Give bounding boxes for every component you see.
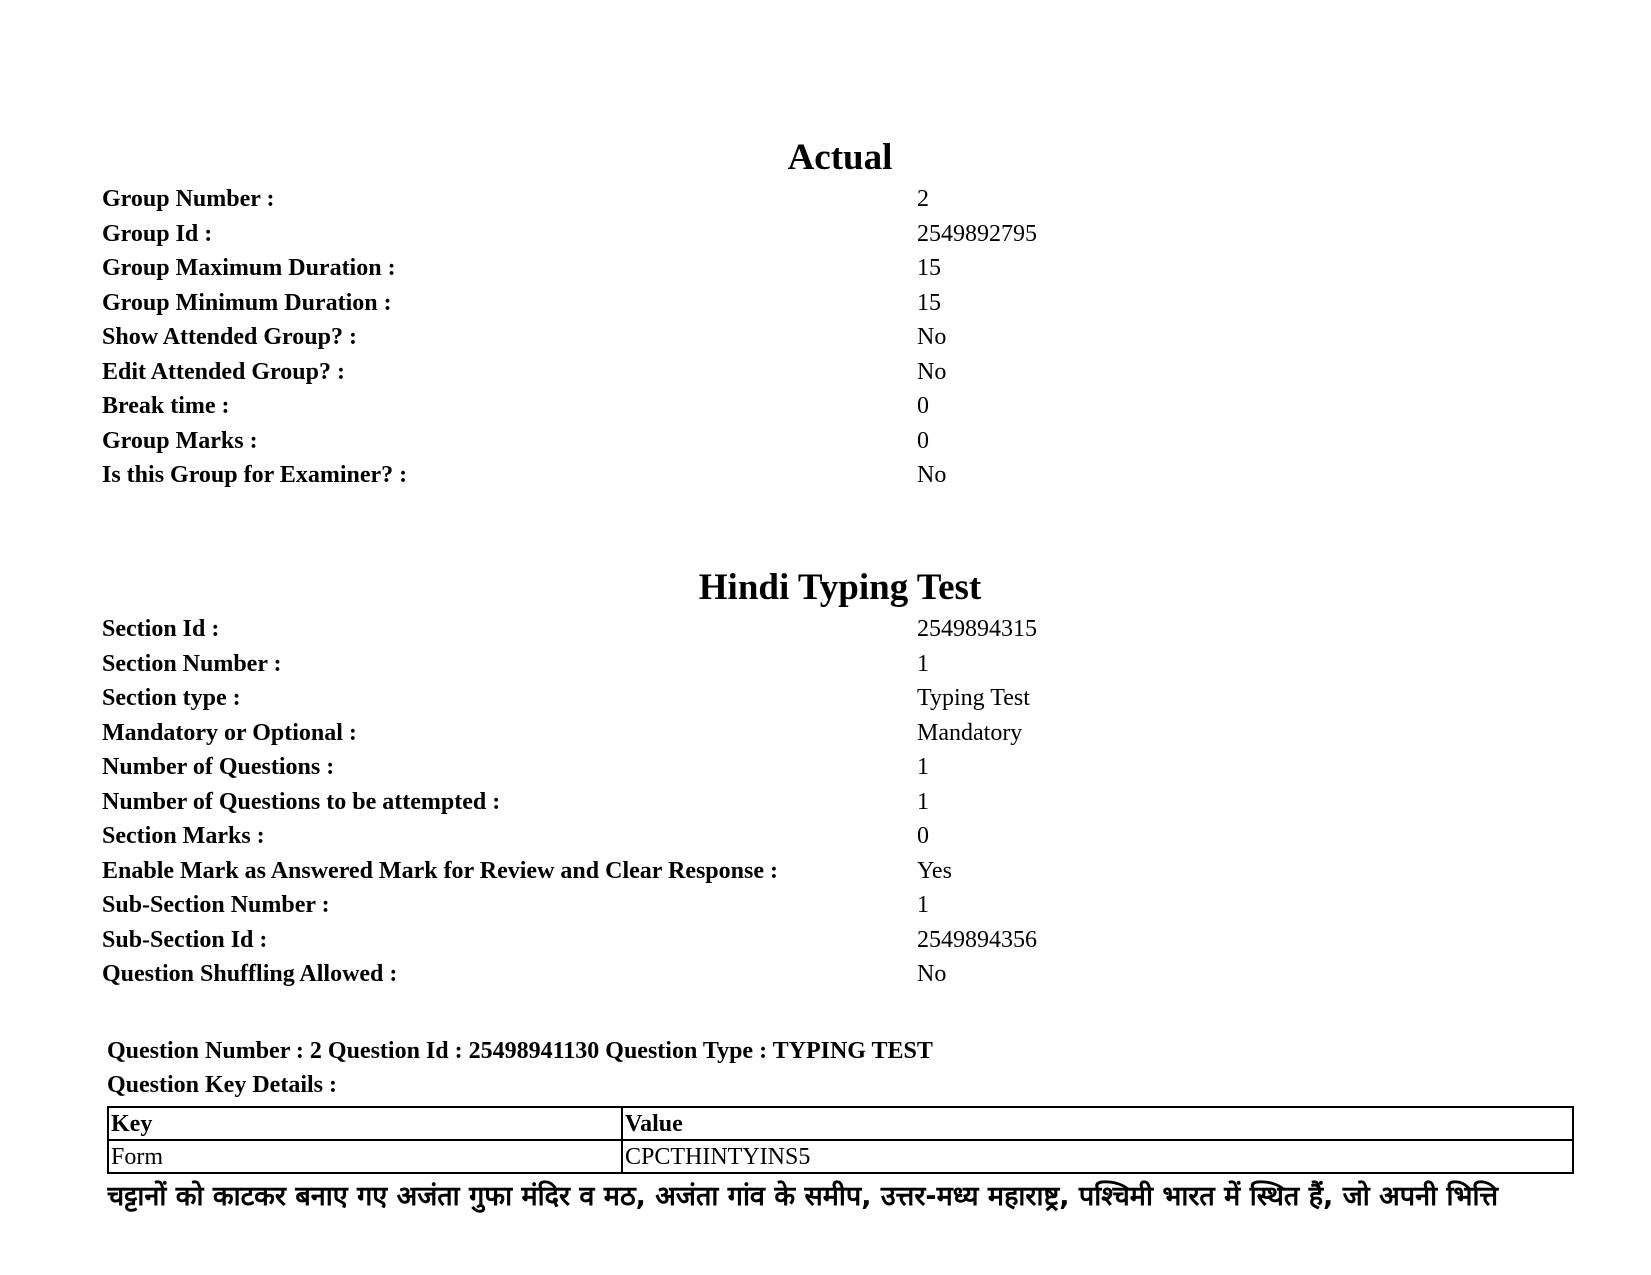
- table-cell-value: CPCTHINTYINS5: [622, 1140, 1573, 1173]
- group-marks-row: [102, 424, 1482, 459]
- field-value: 2549894356: [917, 926, 1037, 953]
- table-header-key: Key: [108, 1107, 622, 1140]
- sub-section-id-row: [102, 923, 1482, 958]
- field-label: Section type :: [102, 685, 241, 711]
- sub-section-number-row: [102, 888, 1482, 923]
- question-header: Question Number : 2 Question Id : 25498941130 Question Type : TYPING TEST: [107, 1038, 933, 1064]
- field-value: 0: [917, 393, 929, 419]
- field-value: Mandatory: [917, 719, 1023, 746]
- field-value: 1: [917, 754, 929, 780]
- field-label: Group Marks :: [102, 427, 258, 454]
- field-label: Is this Group for Examiner? :: [102, 462, 408, 488]
- group-id-row: [102, 217, 1482, 252]
- questions-to-attempt-row: [102, 785, 1482, 820]
- field-value: 2: [917, 186, 929, 212]
- field-value: 1: [917, 788, 929, 815]
- field-label: Section Number :: [102, 650, 282, 677]
- section-type-row: [102, 681, 1482, 716]
- field-label: Break time :: [102, 393, 230, 419]
- field-value: No: [917, 961, 947, 987]
- field-value: 0: [917, 427, 929, 454]
- field-label: Show Attended Group? :: [102, 324, 357, 350]
- field-label: Edit Attended Group? :: [102, 358, 345, 385]
- section-title: Hindi Typing Test: [698, 567, 982, 608]
- table-row: [108, 1140, 1573, 1173]
- field-label: Section Id :: [102, 616, 220, 642]
- table-header-value: Value: [622, 1107, 1573, 1140]
- field-label: Group Number :: [102, 186, 275, 212]
- question-key-table: [107, 1106, 1574, 1174]
- group-title: Actual: [787, 137, 893, 178]
- question-shuffling-row: [102, 957, 1482, 992]
- field-value: 2549894315: [917, 616, 1037, 642]
- field-label: Group Id :: [102, 220, 213, 247]
- group-number-row: [102, 182, 1482, 217]
- field-label: Question Shuffling Allowed :: [102, 961, 398, 987]
- section-details: [102, 612, 1482, 992]
- field-value: No: [917, 462, 947, 488]
- field-label: Sub-Section Number :: [102, 892, 330, 918]
- typing-passage-text: चट्टानों को काटकर बनाए गए अजंता गुफा मंदिर व मठ, अजंता गांव के समीप, उत्तर-मध्य महाराष्ट्र, पश्चिमी भारत में स्थित हैं, जो अपनी भित्ति: [107, 1181, 1499, 1212]
- field-label: Sub-Section Id :: [102, 926, 268, 953]
- field-value: Yes: [917, 857, 952, 884]
- field-label: Enable Mark as Answered Mark for Review and Clear Response :: [102, 857, 778, 884]
- group-for-examiner-row: [102, 458, 1482, 493]
- field-value: 15: [917, 289, 941, 316]
- group-max-duration-row: [102, 251, 1482, 286]
- field-value: Typing Test: [917, 685, 1030, 711]
- show-attended-group-row: [102, 320, 1482, 355]
- field-value: No: [917, 324, 947, 350]
- field-value: 15: [917, 255, 941, 281]
- field-value: No: [917, 358, 947, 385]
- table-header-row: [108, 1107, 1573, 1140]
- question-key-details-label: Question Key Details :: [107, 1072, 337, 1098]
- field-label: Number of Questions :: [102, 754, 335, 780]
- field-value: 2549892795: [917, 220, 1037, 247]
- section-id-row: [102, 612, 1482, 647]
- break-time-row: [102, 389, 1482, 424]
- field-value: 1: [917, 650, 929, 677]
- table-cell-key: Form: [108, 1140, 622, 1173]
- enable-mark-review-row: [102, 854, 1482, 889]
- field-value: 0: [917, 823, 929, 849]
- field-label: Number of Questions to be attempted :: [102, 788, 501, 815]
- number-of-questions-row: [102, 750, 1482, 785]
- field-label: Mandatory or Optional :: [102, 719, 357, 746]
- field-value: 1: [917, 892, 929, 918]
- group-details: [102, 182, 1482, 493]
- group-min-duration-row: [102, 286, 1482, 321]
- field-label: Group Minimum Duration :: [102, 289, 392, 316]
- mandatory-optional-row: [102, 716, 1482, 751]
- field-label: Group Maximum Duration :: [102, 255, 396, 281]
- section-marks-row: [102, 819, 1482, 854]
- edit-attended-group-row: [102, 355, 1482, 390]
- field-label: Section Marks :: [102, 823, 265, 849]
- section-number-row: [102, 647, 1482, 682]
